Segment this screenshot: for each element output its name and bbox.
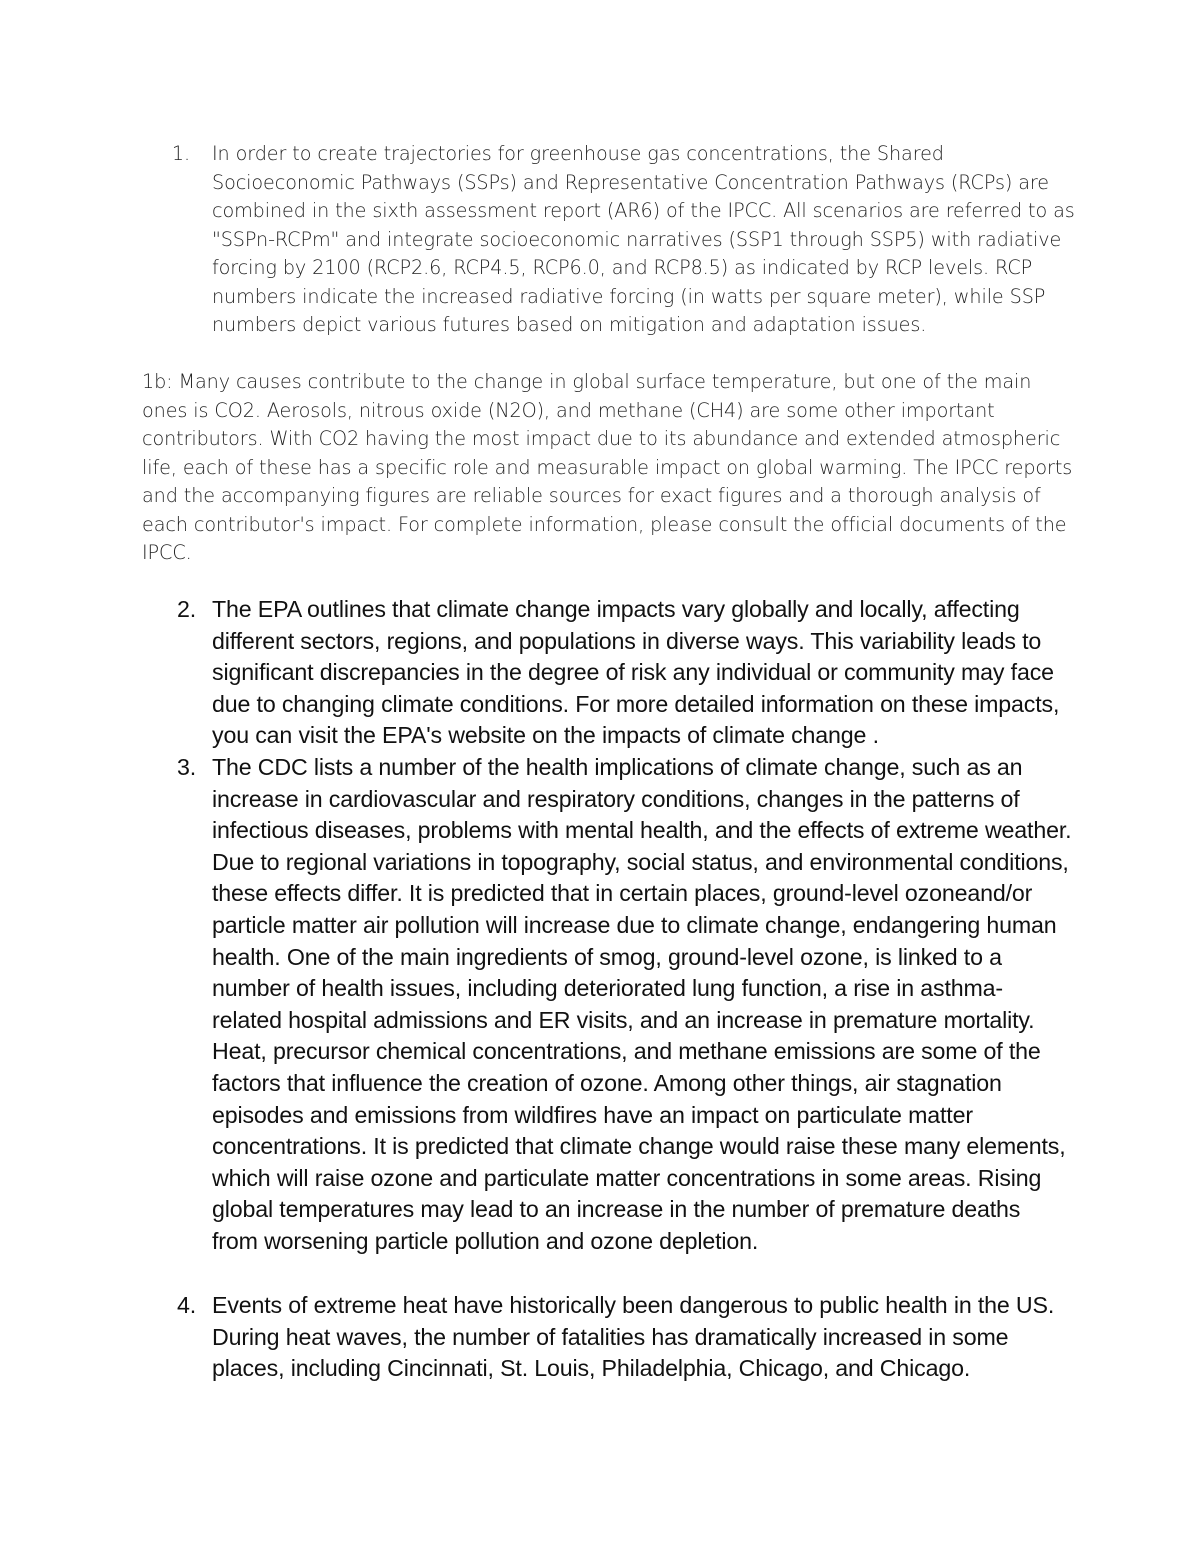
list-number: 3. bbox=[176, 754, 196, 780]
list-item-text: In order to create trajectories for greenhouse gas concentrations, the Shared Socioeconomic Pathways (SSPs) and Representative Concentration Pathways (RCPs) are combined in the sixth assessment report (AR6) of the IPCC. All scenarios are referred to as "SSPn-RCPm" and integrate socioeconomic narratives (SSP1 through SSP5) with radiative forcing by 2100 (RCP2.6, RCP4.5, RCP6.0, and RCP8.5) as indicated by RCP levels. RCP numbers indicate the increased radiative forcing (in watts per square meter), while SSP numbers depict various futures based on mitigation and adaptation issues. bbox=[212, 142, 1075, 336]
list-number: 1. bbox=[171, 142, 190, 165]
list-item-text: The CDC lists a number of the health implications of climate change, such as an increase in cardiovascular and respiratory conditions, changes in the patterns of infectious diseases, problems with mental health, and the effects of extreme weather. Due to regional variations in topography, social status, and environmental conditions, these effects differ. It is predicted that in certain places, ground-level ozoneand/or particle matter air pollution will increase due to climate change, endangering human health. One of the main ingredients of smog, ground-level ozone, is linked to a number of health issues, including deteriorated lung function, a rise in asthma-related hospital admissions and ER visits, and an increase in premature mortality. Heat, precursor chemical concentrations, and methane emissions are some of the factors that influence the creation of ozone. Among other things, air stagnation episodes and emissions from wildfires have an impact on particulate matter concentrations. It is predicted that climate change would raise these many elements, which will raise ozone and particulate matter concentrations in some areas. Rising global temperatures may lead to an increase in the number of premature deaths from worsening particle pollution and ozone depletion. bbox=[212, 754, 1072, 1254]
list-item-text: Events of extreme heat have historically been dangerous to public health in the US. During heat waves, the number of fatalities has dramatically increased in some places, including Cincinnati, St. Louis, Philadelphia, Chicago, and Chicago. bbox=[212, 1292, 1055, 1382]
list-item-text: The EPA outlines that climate change impacts vary globally and locally, affecting different sectors, regions, and populations in diverse ways. This variability leads to significant discrepancies in the degree of risk any individual or community may face due to changing climate conditions. For more detailed information on these impacts, you can visit the EPA's website on the impacts of climate change . bbox=[212, 596, 1060, 749]
list-number: 2. bbox=[176, 596, 196, 622]
paragraph-1b: 1b: Many causes contribute to the change in global surface temperature, but one of the main ones is CO2. Aerosols, nitrous oxide (N2O), and methane (CH4) are some other important contributors. With CO2 having the most impact due to its abundance and extended atmospheric life, each of these has a specific role and measurable impact on global warming. The IPCC reports and the accompanying figures are reliable sources for exact figures and a thorough analysis of each contributor's impact. For complete information, please consult the official documents of the IPCC. bbox=[142, 370, 1073, 564]
list-number: 4. bbox=[176, 1292, 196, 1318]
